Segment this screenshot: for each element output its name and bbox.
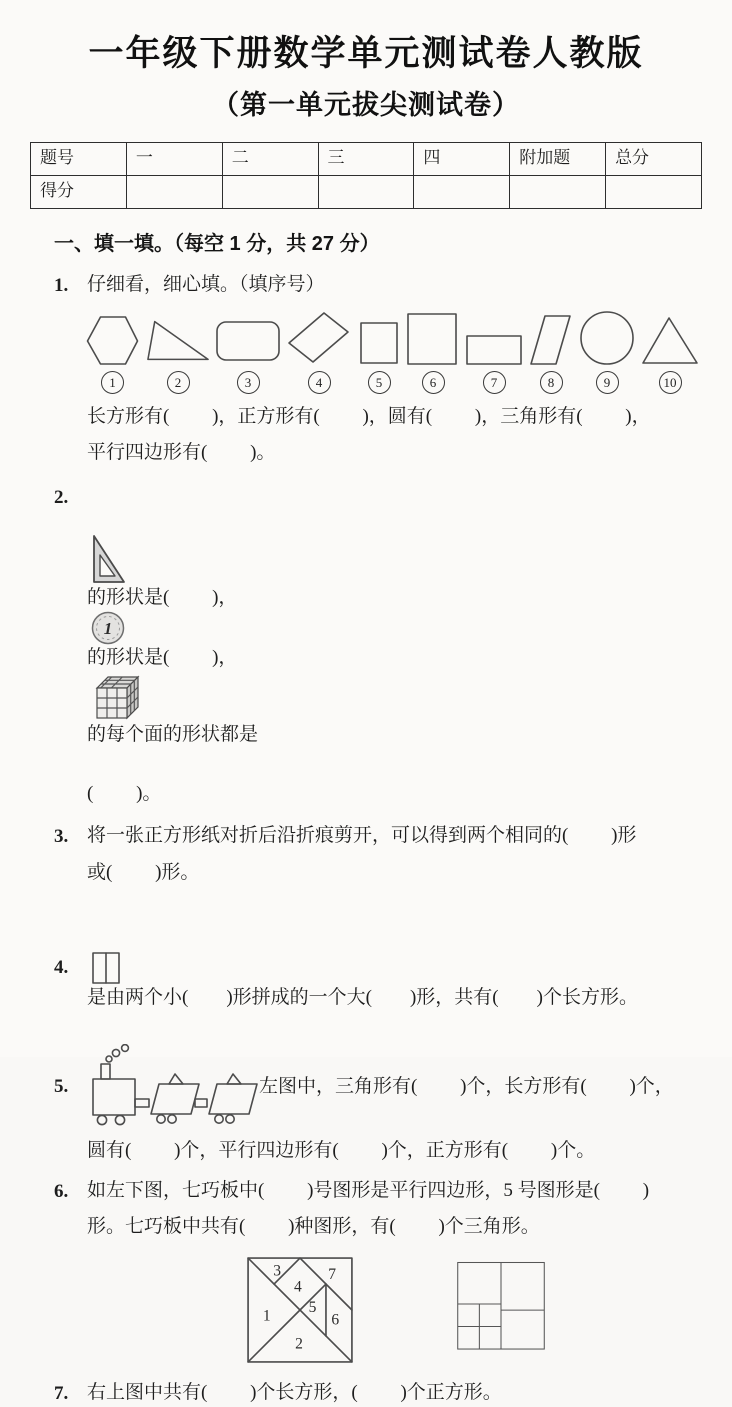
tangram-label-2: 2 (295, 1335, 303, 1353)
tangram-label-6: 6 (331, 1311, 340, 1329)
question-1-prompt: 仔细看，细心填。（填序号） (87, 273, 325, 295)
question-4 (54, 899, 732, 1036)
right-triangle-icon (146, 314, 210, 366)
set-square-icon (91, 535, 127, 585)
q5-line-1: 左图中，三角形有( )个，长方形有( )个， (259, 1075, 674, 1097)
score-empty-cell (126, 175, 222, 208)
shape-cell (406, 311, 460, 394)
shape-cell (528, 314, 574, 394)
rounded-rectangle-icon (215, 314, 281, 366)
shape-cell (357, 314, 401, 394)
score-header-cell: 附加题 (510, 142, 606, 175)
section-one-heading: 一、填一填。（每空 1 分，共 27 分） (54, 232, 380, 255)
question-3-number: 3. (54, 826, 69, 848)
tangram-figure (244, 1256, 356, 1364)
parallelogram-icon (528, 314, 574, 366)
train-car (151, 1074, 199, 1123)
score-table-score-row (31, 175, 702, 208)
question-1 (54, 272, 732, 299)
shape-cell (84, 314, 141, 394)
tangram-label-1: 1 (262, 1307, 271, 1325)
shape-cell (146, 314, 210, 394)
circle-icon (579, 310, 635, 366)
tilted-rectangle-icon (286, 310, 352, 366)
question-5-number: 5. (54, 1075, 69, 1097)
score-header-cell: 四 (414, 142, 510, 175)
q2-fill-line-2: ( )。 (87, 783, 162, 805)
q6-diagrams-row (244, 1256, 732, 1364)
shape-number-badge: 8 (540, 371, 563, 394)
question-7-number: 7. (54, 1382, 69, 1404)
q1-shapes-row (84, 310, 700, 394)
score-header-cell: 一 (126, 142, 222, 175)
page-subtitle: （第一单元拔尖测试卷） (212, 90, 520, 121)
question-4-body (87, 899, 638, 1036)
shape-number-badge: 3 (237, 371, 260, 394)
q1-fill-line-1: 长方形有( )，正方形有( )，圆有( )，三角形有( )， (87, 406, 651, 428)
question-6 (54, 1178, 732, 1205)
question-7-text: 右上图中共有( )个长方形，( )个正方形。 (87, 1381, 502, 1403)
shape-number-badge: 4 (308, 371, 331, 394)
score-header-cell: 二 (222, 142, 318, 175)
score-table-header-row (31, 142, 702, 175)
small-square-icon (357, 314, 401, 366)
question-2-number: 2. (54, 486, 69, 508)
q5-line-2: 圆有( )个，平行四边形有( )个，正方形有( )个。 (87, 1139, 596, 1161)
shape-number-badge: 1 (101, 371, 124, 394)
score-empty-cell (222, 175, 318, 208)
coin-number: 1 (103, 618, 113, 638)
question-4-number: 4. (54, 957, 69, 979)
rectangle-icon (465, 314, 523, 366)
shape-number-badge: 5 (368, 371, 391, 394)
q2-segment-3: 的每个面的形状都是 (87, 724, 259, 746)
triangle-icon (640, 314, 700, 366)
tangram-label-4: 4 (294, 1278, 302, 1296)
question-7 (54, 1380, 732, 1407)
square-icon (406, 311, 460, 366)
tangram-label-5: 5 (308, 1298, 317, 1316)
train-car (209, 1074, 257, 1123)
q3-line-2: 或( )形。 (87, 861, 200, 883)
shape-number-badge: 7 (483, 371, 506, 394)
score-header-cell: 总分 (606, 142, 702, 175)
shape-cell (640, 314, 700, 394)
score-empty-cell (318, 175, 414, 208)
q6-line-2: 形。七巧板中共有( )种图形，有( )个三角形。 (87, 1216, 540, 1238)
question-6-line-1: 如左下图，七巧板中( )号图形是平行四边形，5 号图形是( ) (87, 1179, 650, 1201)
tangram-label-3: 3 (273, 1262, 282, 1280)
shape-number-badge: 10 (659, 371, 682, 394)
score-row-label: 得分 (31, 175, 127, 208)
shape-number-badge: 2 (167, 371, 190, 394)
split-rectangle-icon (91, 951, 121, 985)
shape-number-badge: 6 (422, 371, 445, 394)
question-6-number: 6. (54, 1180, 69, 1202)
question-2-body (87, 484, 258, 774)
q2-segment-1: 的形状是( )， (87, 586, 238, 608)
q1-fill-line-2: 平行四边形有( )。 (87, 441, 276, 463)
coin-icon (91, 611, 125, 645)
shape-cell (215, 314, 281, 394)
score-header-cell: 三 (318, 142, 414, 175)
score-header-cell: 题号 (31, 142, 127, 175)
score-table (30, 142, 702, 209)
score-empty-cell (606, 175, 702, 208)
shape-number-badge: 9 (596, 371, 619, 394)
question-3 (54, 823, 732, 850)
grid-square-figure (456, 1260, 546, 1355)
hexagon-icon (84, 314, 141, 366)
question-3-line-1: 将一张正方形纸对折后沿折痕剪开，可以得到两个相同的( )形 (87, 825, 637, 847)
page-title: 一年级下册数学单元测试卷人教版 (88, 34, 644, 73)
question-1-number: 1. (54, 274, 69, 296)
score-empty-cell (510, 175, 606, 208)
score-empty-cell (414, 175, 510, 208)
q2-segment-2: 的形状是( )， (87, 646, 238, 668)
shape-cell (286, 310, 352, 394)
question-2 (54, 484, 732, 774)
rubik-cube-icon (91, 670, 141, 722)
shape-cell (579, 310, 635, 394)
q4-text: 是由两个小( )形拼成的一个大( )形，共有( )个长方形。 (87, 986, 638, 1008)
tangram-label-7: 7 (328, 1265, 337, 1283)
shape-cell (465, 314, 523, 394)
